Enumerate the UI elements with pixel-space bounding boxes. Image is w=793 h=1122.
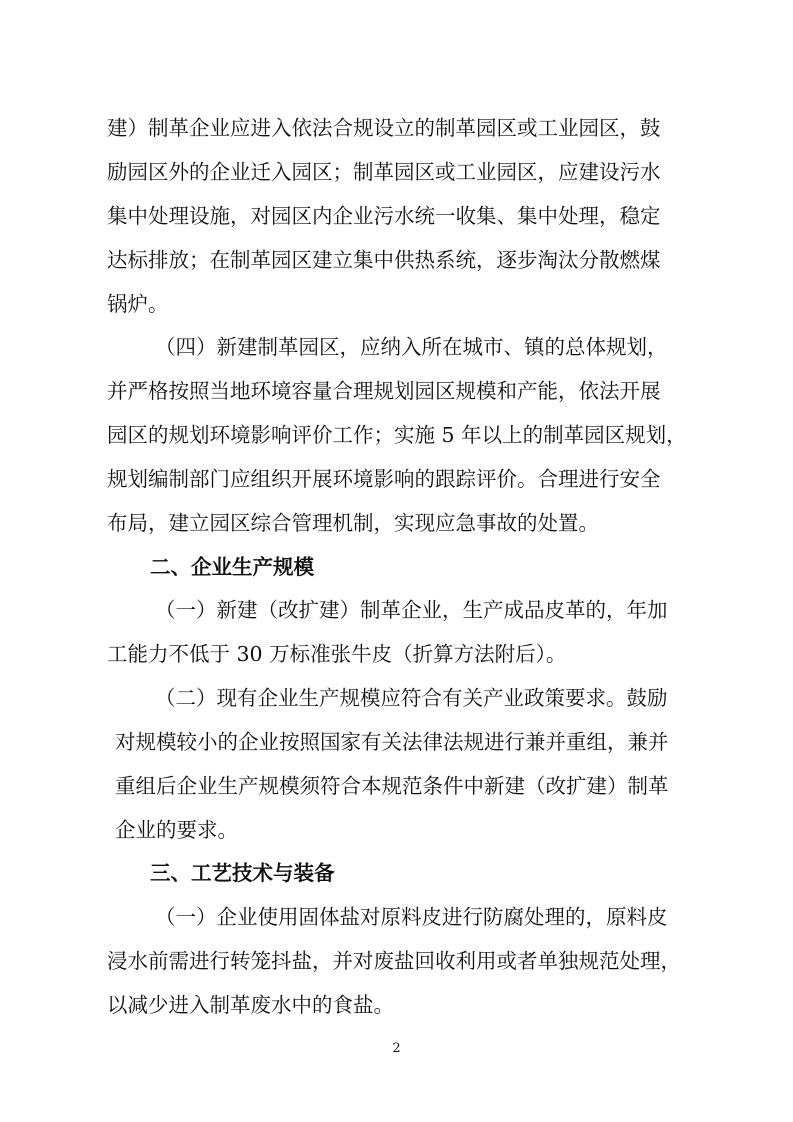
section-heading-process-equipment: 三、工艺技术与装备 (150, 861, 335, 885)
page-number: 2 (392, 1041, 401, 1056)
text-line: 以减少进入制革废水中的食盐。 (107, 993, 394, 1017)
text-line: 工能力不低于 30 万标准张牛皮（折算方法附后）。 (107, 642, 567, 666)
text-line: 园区的规划环境影响评价工作；实施 5 年以上的制革园区规划， (107, 423, 687, 447)
paragraph-4-start: （四）新建制革园区，应纳入所在城市、镇的总体规划， (155, 335, 668, 359)
paragraph-1-start: （一）企业使用固体盐对原料皮进行防腐处理的，原料皮 (155, 905, 668, 929)
text-line: 并严格按照当地环境容量合理规划园区规模和产能，依法开展 (107, 379, 661, 403)
text-line: 浸水前需进行转笼抖盐，并对废盐回收利用或者单独规范处理， (107, 949, 681, 973)
text-line: 达标排放；在制革园区建立集中供热系统，逐步淘汰分散燃煤 (107, 248, 661, 272)
text-line: 布局，建立园区综合管理机制，实现应急事故的处置。 (107, 511, 599, 535)
text-line: 锅炉。 (107, 292, 169, 316)
text-line: 规划编制部门应组织开展环境影响的跟踪评价。合理进行安全 (107, 467, 661, 491)
paragraph-2-start: （二）现有企业生产规模应符合有关产业政策要求。鼓励 (155, 686, 668, 710)
section-heading-enterprise-scale: 二、企业生产规模 (150, 555, 314, 579)
text-line: 重组后企业生产规模须符合本规范条件中新建（改扩建）制革 (115, 774, 669, 798)
text-line: 建）制革企业应进入依法合规设立的制革园区或工业园区，鼓 (107, 116, 661, 140)
paragraph-1-start: （一）新建（改扩建）制革企业，生产成品皮革的，年加 (155, 598, 668, 622)
text-line: 对规模较小的企业按照国家有关法律法规进行兼并重组，兼并 (115, 730, 669, 754)
text-line: 励园区外的企业迁入园区；制革园区或工业园区，应建设污水 (107, 160, 661, 184)
text-line: 集中处理设施，对园区内企业污水统一收集、集中处理，稳定 (107, 204, 661, 228)
text-line: 企业的要求。 (115, 818, 238, 842)
